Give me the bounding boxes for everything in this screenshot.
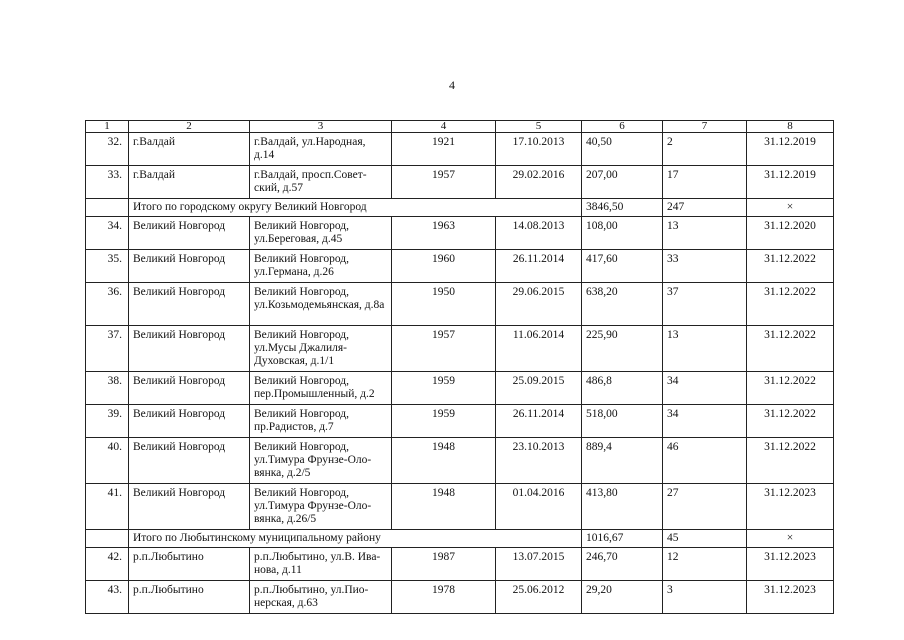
subtotal-row [86,530,834,548]
recognition-date-cell: 01.04.2016 [496,484,582,530]
row-number-cell: 37. [86,326,129,372]
residents-cell: 12 [663,548,747,581]
settlement-cell: Великий Новгород [129,217,250,250]
recognition-date-cell: 26.11.2014 [496,250,582,283]
address-cell: Великий Новгород, пер.Промышленный, д.2 [250,372,392,405]
table-row [86,405,834,438]
residents-cell: 46 [663,438,747,484]
row-number-cell: 41. [86,484,129,530]
residents-cell: 247 [663,199,747,217]
address-cell: р.п.Любытино, ул.В. Ива-нова, д.11 [250,548,392,581]
year-built-cell: 1959 [392,372,496,405]
settlement-cell: Великий Новгород [129,405,250,438]
area-cell: 207,00 [582,166,663,199]
deadline-cell: 31.12.2022 [747,250,834,283]
deadline-cell: 31.12.2020 [747,217,834,250]
column-number: 4 [392,121,496,133]
residents-cell: 13 [663,217,747,250]
year-built-cell: 1987 [392,548,496,581]
settlement-cell: Великий Новгород [129,326,250,372]
column-number: 7 [663,121,747,133]
area-cell: 413,80 [582,484,663,530]
settlement-cell: Великий Новгород [129,438,250,484]
area-cell: 29,20 [582,581,663,614]
settlement-cell: р.п.Любытино [129,548,250,581]
column-number: 8 [747,121,834,133]
table-row [86,283,834,326]
settlement-cell: Великий Новгород [129,372,250,405]
row-number-cell: 35. [86,250,129,283]
row-number-cell: 33. [86,166,129,199]
recognition-date-cell: 17.10.2013 [496,133,582,166]
recognition-date-cell: 25.06.2012 [496,581,582,614]
column-number: 6 [582,121,663,133]
area-cell: 486,8 [582,372,663,405]
address-cell: Великий Новгород, ул.Тимура Фрунзе-Оло-вянка, д.2/5 [250,438,392,484]
subtotal-row [86,199,834,217]
deadline-cell: 31.12.2023 [747,581,834,614]
row-number-cell: 34. [86,217,129,250]
year-built-cell: 1960 [392,250,496,283]
column-number: 5 [496,121,582,133]
deadline-cell: 31.12.2022 [747,326,834,372]
recognition-date-cell: 23.10.2013 [496,438,582,484]
row-number-cell: 40. [86,438,129,484]
column-number: 2 [129,121,250,133]
residents-cell: 3 [663,581,747,614]
area-cell: 638,20 [582,283,663,326]
address-cell: Великий Новгород, ул.Тимура Фрунзе-Оло-вянка, д.26/5 [250,484,392,530]
deadline-cell: 31.12.2022 [747,283,834,326]
area-cell: 225,90 [582,326,663,372]
deadline-cell: 31.12.2022 [747,438,834,484]
deadline-cell: × [747,199,834,217]
residents-cell: 13 [663,326,747,372]
settlement-cell: Великий Новгород [129,484,250,530]
recognition-date-cell: 26.11.2014 [496,405,582,438]
subtotal-label: Итого по городскому округу Великий Новгород [129,199,582,217]
area-cell: 417,60 [582,250,663,283]
page-number: 4 [449,78,455,92]
table-row [86,133,834,166]
residents-cell: 17 [663,166,747,199]
area-cell: 246,70 [582,548,663,581]
area-cell: 3846,50 [582,199,663,217]
housing-register-table [85,120,834,614]
year-built-cell: 1957 [392,326,496,372]
recognition-date-cell: 13.07.2015 [496,548,582,581]
year-built-cell: 1948 [392,484,496,530]
residents-cell: 27 [663,484,747,530]
area-cell: 518,00 [582,405,663,438]
row-number-cell: 42. [86,548,129,581]
table-row [86,484,834,530]
deadline-cell: 31.12.2019 [747,133,834,166]
settlement-cell: г.Валдай [129,133,250,166]
year-built-cell: 1950 [392,283,496,326]
address-cell: Великий Новгород, ул.Мусы Джалиля-Духовская, д.1/1 [250,326,392,372]
row-number-cell: 38. [86,372,129,405]
address-cell: Великий Новгород, ул.Береговая, д.45 [250,217,392,250]
row-number-cell: 32. [86,133,129,166]
column-number-row [86,121,834,133]
address-cell: Великий Новгород, пр.Радистов, д.7 [250,405,392,438]
table-row [86,217,834,250]
deadline-cell: 31.12.2022 [747,405,834,438]
residents-cell: 37 [663,283,747,326]
row-number-cell: 39. [86,405,129,438]
address-cell: Великий Новгород, ул.Германа, д.26 [250,250,392,283]
recognition-date-cell: 11.06.2014 [496,326,582,372]
address-cell: г.Валдай, ул.Народная, д.14 [250,133,392,166]
table-row [86,581,834,614]
year-built-cell: 1921 [392,133,496,166]
row-number-cell: 36. [86,283,129,326]
recognition-date-cell: 29.06.2015 [496,283,582,326]
table-row [86,166,834,199]
settlement-cell: Великий Новгород [129,250,250,283]
residents-cell: 34 [663,372,747,405]
column-number: 1 [86,121,129,133]
table-row [86,372,834,405]
address-cell: р.п.Любытино, ул.Пио-нерская, д.63 [250,581,392,614]
year-built-cell: 1959 [392,405,496,438]
row-number-cell [86,530,129,548]
residents-cell: 45 [663,530,747,548]
deadline-cell: 31.12.2022 [747,372,834,405]
year-built-cell: 1978 [392,581,496,614]
deadline-cell: 31.12.2019 [747,166,834,199]
area-cell: 40,50 [582,133,663,166]
year-built-cell: 1948 [392,438,496,484]
year-built-cell: 1963 [392,217,496,250]
area-cell: 889,4 [582,438,663,484]
recognition-date-cell: 25.09.2015 [496,372,582,405]
table-row [86,438,834,484]
table-row [86,326,834,372]
row-number-cell: 43. [86,581,129,614]
deadline-cell: × [747,530,834,548]
residents-cell: 34 [663,405,747,438]
recognition-date-cell: 29.02.2016 [496,166,582,199]
year-built-cell: 1957 [392,166,496,199]
settlement-cell: Великий Новгород [129,283,250,326]
subtotal-label: Итого по Любытинскому муниципальному району [129,530,582,548]
row-number-cell [86,199,129,217]
residents-cell: 2 [663,133,747,166]
deadline-cell: 31.12.2023 [747,548,834,581]
address-cell: Великий Новгород, ул.Козьмодемьянская, д.8а [250,283,392,326]
table-row [86,548,834,581]
area-cell: 108,00 [582,217,663,250]
residents-cell: 33 [663,250,747,283]
address-cell: г.Валдай, просп.Совет-ский, д.57 [250,166,392,199]
area-cell: 1016,67 [582,530,663,548]
table-row [86,250,834,283]
deadline-cell: 31.12.2023 [747,484,834,530]
recognition-date-cell: 14.08.2013 [496,217,582,250]
settlement-cell: р.п.Любытино [129,581,250,614]
column-number: 3 [250,121,392,133]
settlement-cell: г.Валдай [129,166,250,199]
